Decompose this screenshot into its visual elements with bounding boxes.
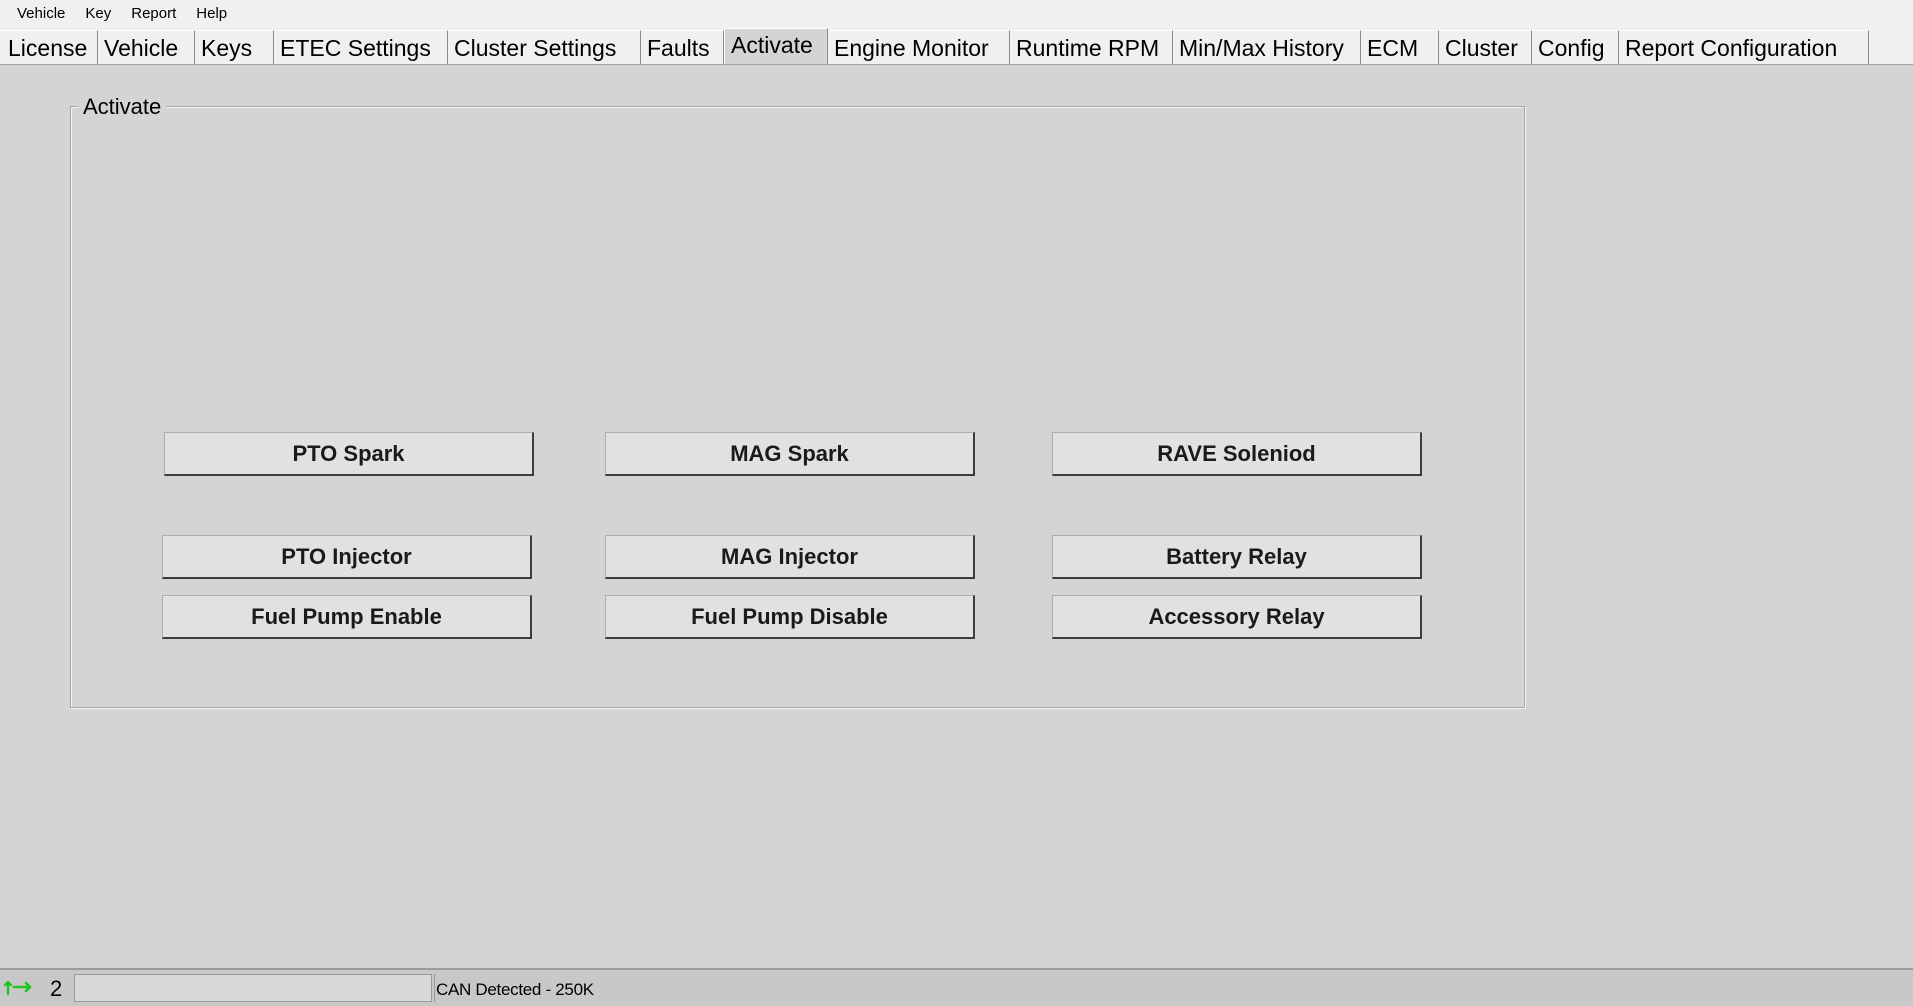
group-title: Activate <box>78 94 166 120</box>
status-progress-field <box>74 974 432 1002</box>
pto-spark-button[interactable]: PTO Spark <box>164 432 534 476</box>
mag-spark-button[interactable]: MAG Spark <box>605 432 975 476</box>
tab-cluster[interactable]: Cluster <box>1439 30 1532 64</box>
tab-config[interactable]: Config <box>1532 30 1619 64</box>
status-message: CAN Detected - 250K <box>436 980 594 999</box>
status-divider <box>434 974 435 1002</box>
menu-help[interactable]: Help <box>196 5 228 22</box>
connection-arrows-icon <box>4 976 34 998</box>
tab-etec-settings[interactable]: ETEC Settings <box>274 30 448 64</box>
rave-solenoid-button[interactable]: RAVE Soleniod <box>1052 432 1422 476</box>
tab-keys[interactable]: Keys <box>195 30 274 64</box>
pto-injector-button[interactable]: PTO Injector <box>162 535 532 579</box>
tab-license[interactable]: License <box>0 30 98 64</box>
mag-injector-button[interactable]: MAG Injector <box>605 535 975 579</box>
tab-activate[interactable]: Activate <box>724 28 828 64</box>
menu-key[interactable]: Key <box>85 5 112 22</box>
menu-report[interactable]: Report <box>131 5 177 22</box>
accessory-relay-button[interactable]: Accessory Relay <box>1052 595 1422 639</box>
tab-ecm[interactable]: ECM <box>1361 30 1439 64</box>
tab-vehicle[interactable]: Vehicle <box>98 30 195 64</box>
tab-faults[interactable]: Faults <box>641 30 724 64</box>
menu-vehicle[interactable]: Vehicle <box>17 5 66 22</box>
tab-bar <box>0 28 1913 65</box>
tab-runtime-rpm[interactable]: Runtime RPM <box>1010 30 1173 64</box>
connection-count: 2 <box>50 976 63 1001</box>
battery-relay-button[interactable]: Battery Relay <box>1052 535 1422 579</box>
menu-bar <box>0 0 1913 28</box>
tab-report-configuration[interactable]: Report Configuration <box>1619 30 1869 64</box>
tab-cluster-settings[interactable]: Cluster Settings <box>448 30 641 64</box>
fuel-pump-disable-button[interactable]: Fuel Pump Disable <box>605 595 975 639</box>
status-bar <box>0 968 1913 1006</box>
tab-engine-monitor[interactable]: Engine Monitor <box>828 30 1010 64</box>
tab-min-max-history[interactable]: Min/Max History <box>1173 30 1361 64</box>
fuel-pump-enable-button[interactable]: Fuel Pump Enable <box>162 595 532 639</box>
